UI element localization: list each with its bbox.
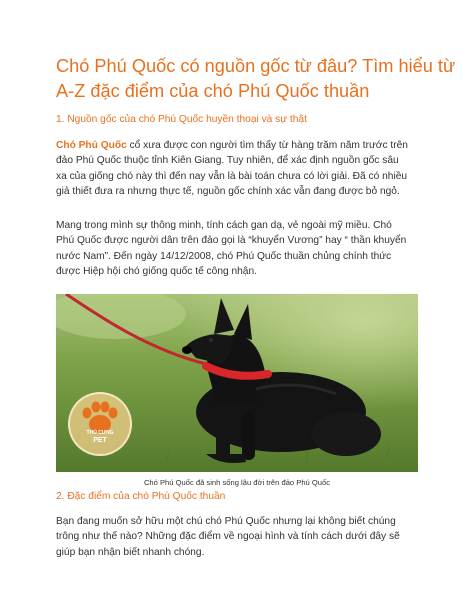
paragraph-line: Phú Quốc được người dân trên đảo gọi là “khuyển Vương” hay “ thần khuyển [56, 235, 407, 247]
paragraph-line: xa của giống chó này thì đến nay vẫn là bài toán chưa có lời giải. Đã có nhiều [56, 170, 408, 182]
paragraph-line: giúp bạn nhận biết nhanh chóng. [56, 546, 205, 558]
image-caption: Chó Phú Quốc đã sinh sống lâu đời trên đảo Phú Quốc [143, 478, 331, 487]
paragraph-line: Chó Phú Quốc cổ xưa được con người tìm thấy từ hàng trăm năm trước trên [56, 140, 408, 151]
paragraph-line: Mang trong mình sự thông minh, tính cách gan dạ, vẻ ngoài mỹ miều. Chó [56, 220, 392, 231]
highlight-term: Chó Phú Quốc [56, 140, 127, 151]
section-1-paragraph-1 [56, 138, 408, 199]
title-line-2: A-Z đặc điểm của chó Phú Quốc thuần [56, 80, 370, 101]
dog-photo [56, 294, 418, 472]
paragraph-line: giả thiết đưa ra nhưng thực tế, nguồn gốc chính xác vẫn đang được bỏ ngỏ. [56, 185, 400, 197]
paragraph-line: trông như thế nào? Những đặc điểm về ngoại hình và tính cách dưới đây sẽ [56, 531, 400, 543]
section-2-heading: 2. Đặc điểm của chó Phú Quốc thuần [56, 491, 226, 502]
section-1-paragraph-2 [56, 218, 406, 279]
watermark-logo [68, 392, 132, 456]
paragraph-line: Bạn đang muốn sở hữu một chú chó Phú Quốc nhưng lại không biết chúng [56, 516, 396, 527]
paragraph-line: nước Nam”. Đến ngày 14/12/2008, chó Phú Quốc thuần chủng chính thức [56, 250, 392, 262]
logo-text-top: THÚ CƯNG [86, 430, 114, 436]
paragraph-line: được Hiệp hội chó giống quốc tế công nhận. [56, 265, 257, 277]
paw-icon [70, 394, 130, 454]
paragraph-line: đảo Phú Quốc thuộc tỉnh Kiên Giang. Tuy nhiên, để xác định nguồn gốc sâu [56, 155, 399, 167]
logo-text-bottom: PET [93, 437, 107, 444]
title-line-1: Chó Phú Quốc có nguồn gốc từ đâu? Tìm hiểu từ [56, 56, 456, 76]
section-2-paragraph [56, 514, 400, 560]
article-title [56, 54, 455, 103]
section-1-heading: 1. Nguồn gốc của chó Phú Quốc huyền thoại và sự thật [56, 114, 307, 125]
